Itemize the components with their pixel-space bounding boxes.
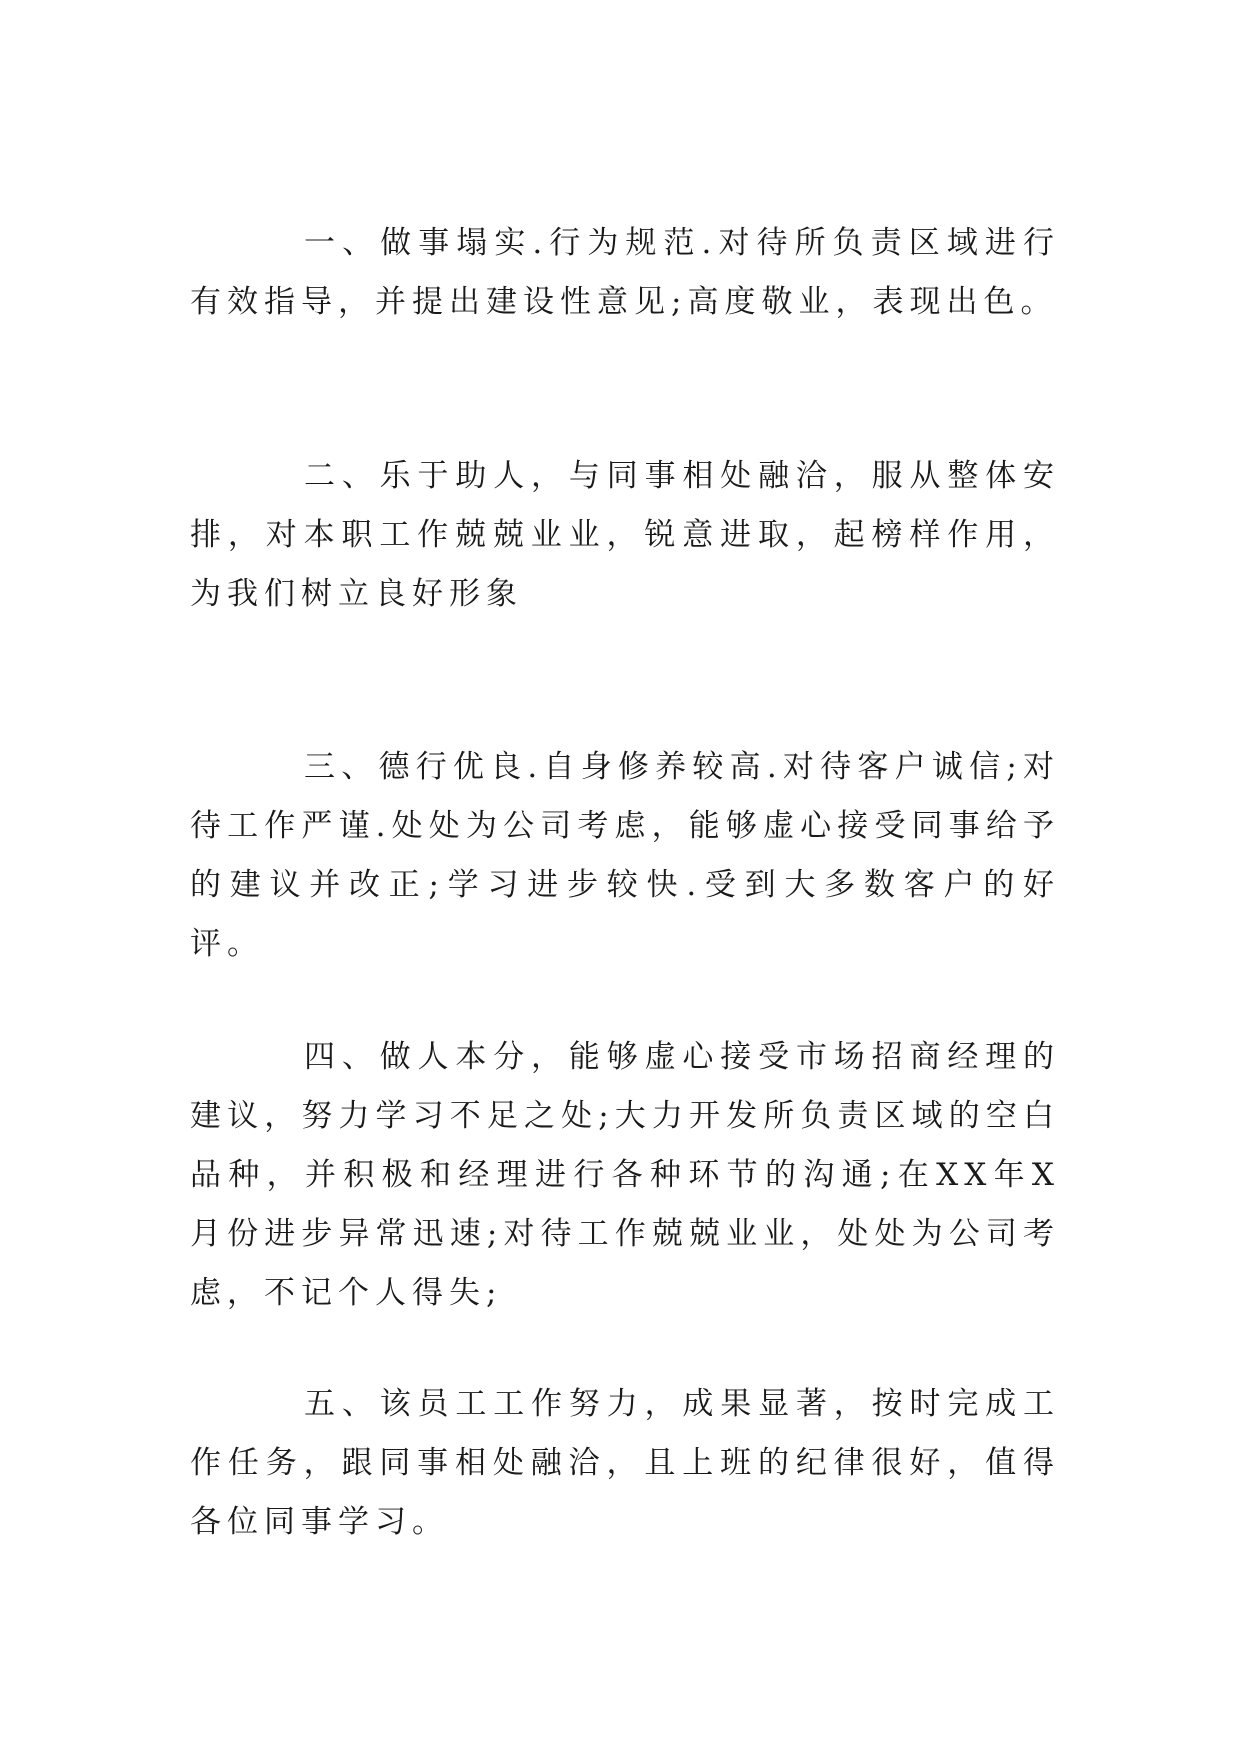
paragraph-2: 二、乐于助人，与同事相处融洽，服从整体安排，对本职工作兢兢业业，锐意进取，起榜样作用，为我们树立良好形象 [190,458,1060,612]
paragraph-5: 五、该员工工作努力，成果显著，按时完成工作任务，跟同事相处融洽，且上班的纪律很好，值得各位同事学习。 [190,1386,1060,1540]
paragraph-4: 四、做人本分，能够虚心接受市场招商经理的建议，努力学习不足之处;大力开发所负责区域的空白品种，并积极和经理进行各种环节的沟通;在XX年X月份进步异常迅速;对待工作兢兢业业，处处为公司考虑，不记个人得失; [190,1039,1060,1311]
paragraph-3: 三、德行优良.自身修养较高.对待客户诚信;对待工作严谨.处处为公司考虑，能够虚心接受同事给予的建议并改正;学习进步较快.受到大多数客户的好评。 [190,749,1060,962]
paragraph-1: 一、做事塌实.行为规范.对待所负责区域进行有效指导，并提出建设性意见;高度敬业，表现出色。 [190,225,1060,320]
